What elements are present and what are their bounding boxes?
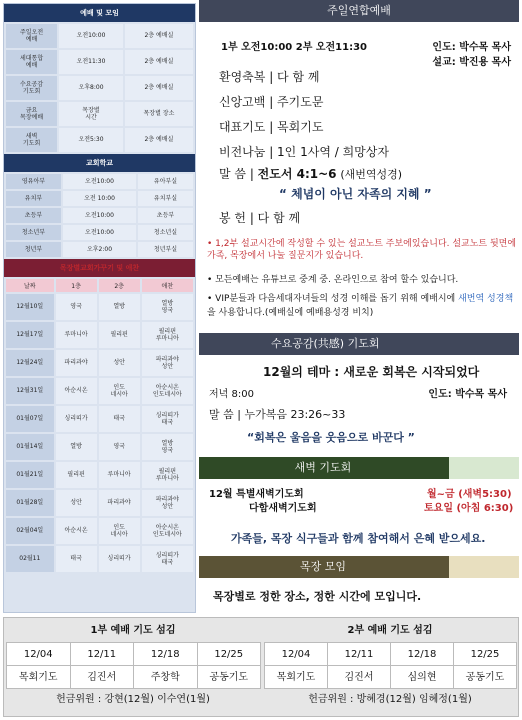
date-cell: 12/25 bbox=[453, 642, 517, 666]
sunday-leader: 인도: 박수목 목사 bbox=[432, 42, 511, 53]
duty-meal: 아순시온 인도네시아 bbox=[142, 378, 193, 404]
schedule-row bbox=[6, 50, 193, 74]
schedule-row bbox=[6, 174, 193, 189]
cell-duty-header: 목장별교회가꾸기 및 애찬 bbox=[4, 259, 195, 277]
name-cell: 주창학 bbox=[133, 665, 198, 689]
order-item-creed: 신앙고백 | 주기도문 bbox=[219, 95, 324, 109]
sunday-preacher: 설교: 박진용 목사 bbox=[432, 57, 511, 68]
schedule-time: 오전5:30 bbox=[59, 128, 123, 152]
sunday-service-times: 1부 오전10:00 2부 오전11:30 bbox=[221, 42, 367, 53]
schedule-time: 목장별 시간 bbox=[59, 102, 123, 126]
duty-row bbox=[6, 490, 193, 516]
schedule-name: 새벽 기도회 bbox=[6, 128, 57, 152]
duty-floor-1: 성안 bbox=[56, 490, 97, 516]
wednesday-sermon-title: “회복은 울음을 웃음으로 바꾼다 ” bbox=[247, 431, 415, 444]
second-service-offering-team: 헌금위원 : 방혜경(12월) 임혜정(1월) bbox=[308, 694, 472, 705]
schedule-place: 2층 예배실 bbox=[125, 128, 193, 152]
dawn-prayer-bar bbox=[199, 457, 519, 479]
dawn-time-2: 토요일 (아침 6:30) bbox=[424, 503, 514, 514]
date-cell: 12/18 bbox=[390, 642, 454, 666]
cell-meeting-title: 목장 모임 bbox=[299, 560, 346, 573]
dawn-invite: 가족들, 목장 식구들과 함께 참여해서 은혜 받으세요. bbox=[231, 532, 486, 545]
schedule-place: 목장별 장소 bbox=[125, 102, 193, 126]
dawn-line-2: 다함새벽기도회 bbox=[249, 503, 317, 514]
duty-column-header: 2층 bbox=[99, 279, 140, 292]
duty-row bbox=[6, 462, 193, 488]
youtube-notice: • 모든예배는 유튜브로 중계 중. 온라인으로 참여 할수 있습니다. bbox=[207, 275, 459, 285]
prayer-duty-section bbox=[3, 617, 519, 717]
bible-notice: • VIP분들과 다음세대자녀들의 성경 이해를 돕기 위해 예배시에 새번역 성경책을 사용합니다.(예배실에 예배용성경 비치) bbox=[207, 294, 514, 318]
schedule-name: 유치부 bbox=[6, 191, 61, 206]
wednesday-sermon: 말 씀 | 누가복음 23:26~33 bbox=[209, 408, 346, 421]
schedule-sidebar bbox=[3, 3, 196, 613]
duty-floor-2: 인도 네시아 bbox=[99, 518, 140, 544]
schedule-row bbox=[6, 24, 193, 48]
schedule-name: 세대통합 예배 bbox=[6, 50, 57, 74]
schedule-time: 오전10:00 bbox=[59, 24, 123, 48]
duty-floor-2: 성안 bbox=[99, 350, 140, 376]
schedule-name: 영유아부 bbox=[6, 174, 61, 189]
schedule-row bbox=[6, 128, 193, 152]
duty-column-header: 1층 bbox=[56, 279, 97, 292]
duty-meal: 아순시온 인도네시아 bbox=[142, 518, 193, 544]
wednesday-prayer-title: 수요공감(共感) 기도회 bbox=[199, 333, 519, 355]
duty-floor-2: 태국 bbox=[99, 406, 140, 432]
cell-meeting-bar bbox=[199, 556, 519, 578]
name-cell: 공동기도 bbox=[197, 665, 262, 689]
duty-date: 01월21일 bbox=[6, 462, 54, 488]
name-cell: 심의현 bbox=[390, 665, 454, 689]
schedule-time: 오전 10:00 bbox=[63, 191, 136, 206]
duty-column-header: 날짜 bbox=[6, 279, 54, 292]
duty-row bbox=[6, 406, 193, 432]
first-service-names bbox=[6, 665, 260, 688]
sunday-sermon-title: “ 체념이 아닌 자족의 지혜 ” bbox=[279, 187, 432, 201]
schedule-name: 청년부 bbox=[6, 242, 61, 257]
order-item-offering: 봉 헌 | 다 함 께 bbox=[219, 211, 301, 225]
sermon-note-notice: • 1,2부 설교시간에 작성할 수 있는 설교노트 주보에있습니다. 설교노트 뒷면에 가족, 목장에서 나눌 질문지가 있습니다. bbox=[207, 239, 517, 261]
duty-floor-2: 필리핀 bbox=[99, 322, 140, 348]
schedule-name: 수요공감 기도회 bbox=[6, 76, 57, 100]
duty-meal: 파리과야 성안 bbox=[142, 350, 193, 376]
schedule-place: 2층 예배실 bbox=[125, 50, 193, 74]
duty-date: 01월07일 bbox=[6, 406, 54, 432]
main-content bbox=[199, 0, 519, 612]
duty-date: 12월17일 bbox=[6, 322, 54, 348]
duty-floor-1: 아순시온 bbox=[56, 518, 97, 544]
name-cell: 김진서 bbox=[70, 665, 135, 689]
first-service-prayer bbox=[6, 620, 260, 716]
schedule-time: 오전11:30 bbox=[59, 50, 123, 74]
duty-floor-2: 영국 bbox=[99, 434, 140, 460]
second-service-prayer-title: 2부 예배 기도 섬김 bbox=[347, 625, 433, 636]
wednesday-leader: 인도: 박수목 목사 bbox=[428, 389, 507, 400]
duty-floor-2: 루마니아 bbox=[99, 462, 140, 488]
duty-floor-1: 싱리띠가 bbox=[56, 406, 97, 432]
schedule-place: 초등부 bbox=[138, 208, 193, 223]
schedule-place: 2층 예배실 bbox=[125, 76, 193, 100]
wednesday-time: 저녁 8:00 bbox=[209, 389, 254, 400]
schedule-row bbox=[6, 191, 193, 206]
worship-schedule-table bbox=[4, 22, 195, 154]
schedule-time: 오후8:00 bbox=[59, 76, 123, 100]
name-cell: 김진서 bbox=[327, 665, 391, 689]
date-cell: 12/11 bbox=[327, 642, 391, 666]
duty-meal: 필리핀 루마니아 bbox=[142, 462, 193, 488]
name-cell: 목회기도 bbox=[6, 665, 71, 689]
duty-date: 12월31일 bbox=[6, 378, 54, 404]
dawn-time-1: 월~금 (새벽5:30) bbox=[427, 489, 512, 500]
duty-floor-1: 필리핀 bbox=[56, 462, 97, 488]
duty-floor-2: 인도 네시아 bbox=[99, 378, 140, 404]
schedule-row bbox=[6, 225, 193, 240]
dawn-bar-accent bbox=[449, 457, 519, 479]
dawn-prayer-title: 새벽 기도회 bbox=[294, 461, 352, 474]
schedule-place: 유아부실 bbox=[138, 174, 193, 189]
schedule-time: 오전10:00 bbox=[63, 225, 136, 240]
cell-bar-accent bbox=[449, 556, 519, 578]
schedule-place: 유치부실 bbox=[138, 191, 193, 206]
name-cell: 목회기도 bbox=[264, 665, 328, 689]
duty-date: 02월04일 bbox=[6, 518, 54, 544]
schedule-name: 주일오전 예배 bbox=[6, 24, 57, 48]
duty-row bbox=[6, 546, 193, 572]
second-service-names bbox=[264, 665, 516, 688]
dawn-line-1: 12월 특별새벽기도회 bbox=[209, 489, 304, 500]
duty-row bbox=[6, 350, 193, 376]
second-service-prayer bbox=[264, 620, 516, 716]
duty-meal: 파리과야 성안 bbox=[142, 490, 193, 516]
schedule-time: 오전10:00 bbox=[63, 174, 136, 189]
duty-meal: 싱리띠가 태국 bbox=[142, 406, 193, 432]
order-item-vision: 비전나눔 | 1인 1사역 / 희망상자 bbox=[219, 145, 389, 159]
duty-floor-1: 영국 bbox=[56, 294, 97, 320]
church-school-header: 교회학교 bbox=[4, 154, 195, 172]
duty-date: 01월28일 bbox=[6, 490, 54, 516]
second-service-dates bbox=[264, 642, 516, 665]
first-service-offering-team: 헌금위원 : 강현(12월) 이수연(1월) bbox=[56, 694, 210, 705]
schedule-name: 청소년부 bbox=[6, 225, 61, 240]
schedule-name: 초등부 bbox=[6, 208, 61, 223]
schedule-row bbox=[6, 242, 193, 257]
sunday-worship-title: 주일연합예배 bbox=[199, 0, 519, 22]
schedule-place: 2층 예배실 bbox=[125, 24, 193, 48]
duty-floor-1: 태국 bbox=[56, 546, 97, 572]
schedule-row bbox=[6, 102, 193, 126]
duty-meal: 필리핀 루마니아 bbox=[142, 322, 193, 348]
duty-meal: 싱리띠가 태국 bbox=[142, 546, 193, 572]
duty-row bbox=[6, 378, 193, 404]
duty-floor-2: 열방 bbox=[99, 294, 140, 320]
order-item-prayer: 대표기도 | 목회기도 bbox=[219, 120, 324, 134]
duty-row bbox=[6, 322, 193, 348]
date-cell: 12/18 bbox=[133, 642, 198, 666]
duty-floor-1: 파리과야 bbox=[56, 350, 97, 376]
duty-date: 01월14일 bbox=[6, 434, 54, 460]
schedule-row bbox=[6, 208, 193, 223]
duty-row bbox=[6, 434, 193, 460]
duty-date: 02월11 bbox=[6, 546, 54, 572]
duty-row bbox=[6, 294, 193, 320]
name-cell: 공동기도 bbox=[453, 665, 517, 689]
duty-row bbox=[6, 518, 193, 544]
schedule-place: 청년부실 bbox=[138, 242, 193, 257]
date-cell: 12/11 bbox=[70, 642, 135, 666]
duty-floor-1: 열방 bbox=[56, 434, 97, 460]
schedule-name: 금요 목장예배 bbox=[6, 102, 57, 126]
schedule-row bbox=[6, 76, 193, 100]
first-service-dates bbox=[6, 642, 260, 665]
duty-date: 12월24일 bbox=[6, 350, 54, 376]
duty-floor-2: 파리과야 bbox=[99, 490, 140, 516]
first-service-prayer-title: 1부 예배 기도 섬김 bbox=[90, 625, 176, 636]
order-item-sermon: 말 씀 | 전도서 4:1~6 (새번역성경) bbox=[219, 167, 403, 181]
schedule-time: 오전10:00 bbox=[63, 208, 136, 223]
worship-schedule-header: 예배 및 모임 bbox=[4, 4, 195, 22]
duty-meal: 열방 영국 bbox=[142, 434, 193, 460]
schedule-place: 청소년실 bbox=[138, 225, 193, 240]
schedule-time: 오후2:00 bbox=[63, 242, 136, 257]
date-cell: 12/04 bbox=[264, 642, 328, 666]
date-cell: 12/04 bbox=[6, 642, 71, 666]
church-school-table bbox=[4, 172, 195, 259]
wednesday-theme: 12월의 테마 : 새로운 회복은 시작되었다 bbox=[263, 365, 480, 379]
duty-column-header: 애찬 bbox=[142, 279, 193, 292]
duty-floor-2: 싱리띠가 bbox=[99, 546, 140, 572]
order-item-welcome: 환영축복 | 다 함 께 bbox=[219, 70, 320, 84]
duty-date: 12월10일 bbox=[6, 294, 54, 320]
duty-floor-1: 루마니아 bbox=[56, 322, 97, 348]
duty-meal: 열방 영국 bbox=[142, 294, 193, 320]
date-cell: 12/25 bbox=[197, 642, 262, 666]
cell-meeting-text: 목장별로 정한 장소, 정한 시간에 모입니다. bbox=[213, 590, 422, 603]
duty-floor-1: 아순시온 bbox=[56, 378, 97, 404]
cell-duty-table bbox=[4, 277, 195, 574]
